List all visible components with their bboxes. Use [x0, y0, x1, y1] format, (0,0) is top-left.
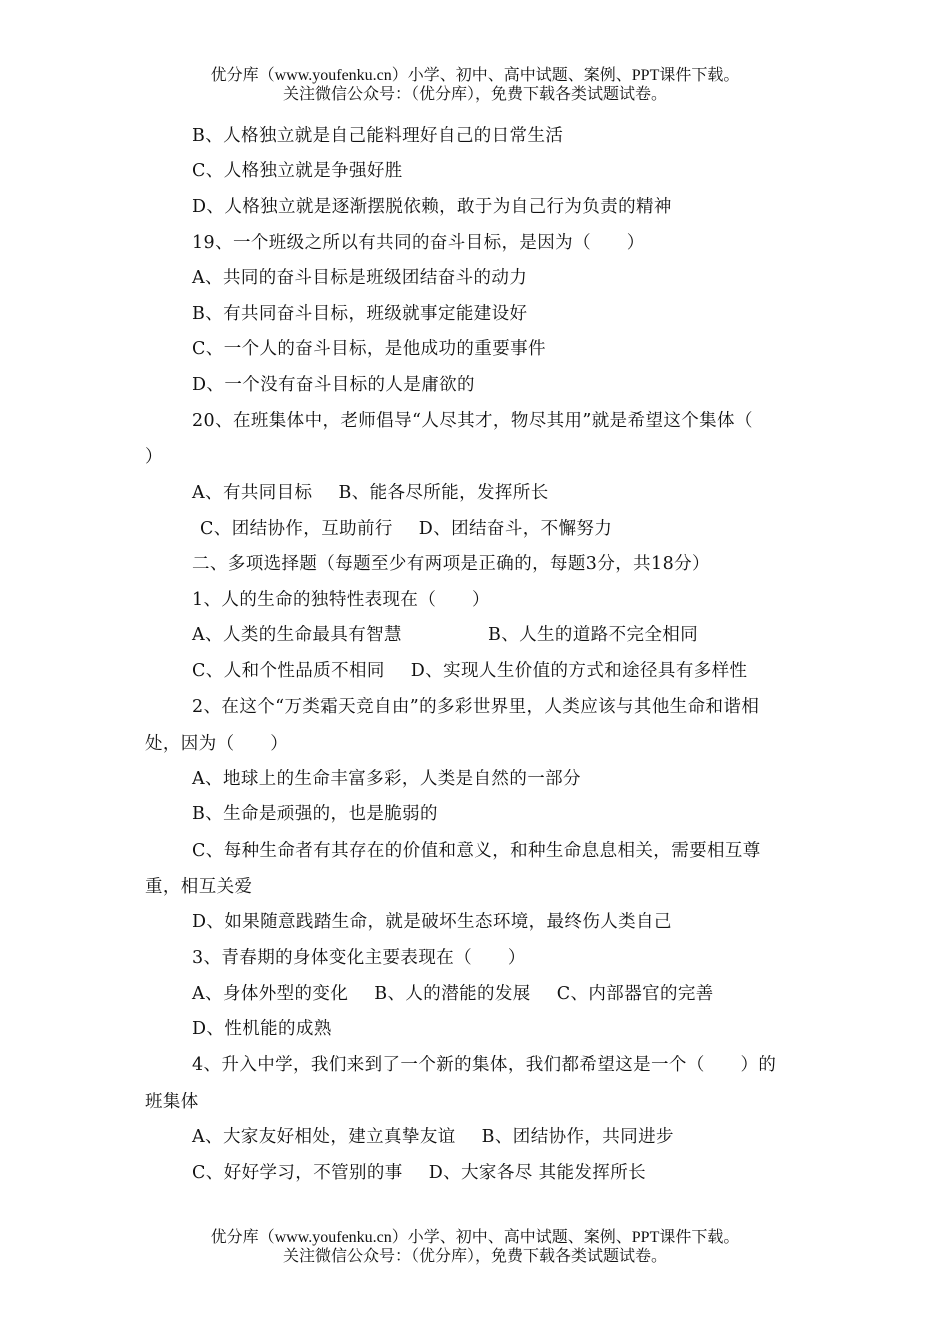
option-19d: D、一个没有奋斗目标的人是庸欲的	[192, 375, 475, 395]
options-20-ab	[192, 482, 549, 504]
multi-option-3d: D、性机能的成熟	[192, 1019, 332, 1039]
question-20-line-2: ）	[145, 447, 163, 467]
option-20a: A、有共同目标	[192, 483, 313, 503]
option-18b: B、人格独立就是自己能料理好自己的日常生活	[192, 126, 564, 146]
multi-option-4d: D、大家各尽 其能发挥所长	[428, 1163, 646, 1183]
question-20-line-1: 20、在班集体中，老师倡导“人尽其才，物尽其用”就是希望这个集体（	[192, 411, 753, 431]
multi-option-4c: C、好好学习，不管别的事	[192, 1163, 403, 1183]
multi-option-1a: A、人类的生命最具有智慧	[192, 625, 402, 645]
option-18d: D、人格独立就是逐渐摆脱依赖，敢于为自己行为负责的精神	[192, 197, 672, 217]
question-19: 19、一个班级之所以有共同的奋斗目标，是因为（ ）	[192, 233, 645, 253]
multi-options-1-ab	[192, 624, 698, 646]
multi-options-4-ab	[192, 1126, 674, 1148]
page-header	[0, 66, 950, 104]
multi-question-4-line-1: 4、升入中学，我们来到了一个新的集体，我们都希望这是一个（ ）的	[192, 1055, 777, 1075]
options-20-cd	[200, 518, 612, 540]
option-19b: B、有共同奋斗目标，班级就事定能建设好	[192, 304, 528, 324]
multi-option-2c-line-1: C、每种生命者有其存在的价值和意义，和种生命息息相关，需要相互尊	[192, 841, 761, 861]
multi-question-3: 3、青春期的身体变化主要表现在（ ）	[192, 948, 526, 968]
footer-line-1: 优分库（www.youfenku.cn）小学、初中、高中试题、案例、PPT课件下载。	[210, 1229, 740, 1246]
multi-option-1d: D、实现人生价值的方式和途径具有多样性	[410, 661, 748, 681]
multi-option-2c-line-2: 重，相互关爱	[145, 877, 253, 897]
page-footer	[0, 1228, 950, 1266]
multi-option-1c: C、人和个性品质不相同	[192, 661, 385, 681]
multi-question-1: 1、人的生命的独特性表现在（ ）	[192, 590, 490, 610]
multi-option-3b: B、人的潜能的发展	[374, 984, 531, 1004]
multi-option-2d: D、如果随意践踏生命，就是破坏生态环境，最终伤人类自己	[192, 912, 672, 932]
multi-option-4b: B、团结协作，共同进步	[481, 1127, 674, 1147]
multi-question-2-line-2: 处，因为（ ）	[145, 734, 289, 754]
option-20d: D、团结奋斗，不懈努力	[418, 519, 613, 539]
footer-line-2: 关注微信公众号：（优分库），免费下载各类试题试卷。	[282, 1248, 667, 1265]
multi-options-1-cd	[192, 660, 747, 682]
multi-option-2a: A、地球上的生命丰富多彩，人类是自然的一部分	[192, 769, 581, 789]
multi-options-4-cd	[192, 1162, 646, 1184]
option-19c: C、一个人的奋斗目标，是他成功的重要事件	[192, 339, 546, 359]
multi-question-2-line-1: 2、在这个“万类霜天竞自由”的多彩世界里，人类应该与其他生命和谐相	[192, 697, 760, 717]
section-2-title: 二、多项选择题（每题至少有两项是正确的，每题3分，共18分）	[192, 554, 710, 574]
option-19a: A、共同的奋斗目标是班级团结奋斗的动力	[192, 268, 528, 288]
header-line-1: 优分库（www.youfenku.cn）小学、初中、高中试题、案例、PPT课件下载。	[210, 67, 740, 84]
header-line-2: 关注微信公众号：（优分库），免费下载各类试题试卷。	[282, 86, 667, 103]
option-20b: B、能各尽所能，发挥所长	[338, 483, 549, 503]
multi-option-3a: A、身体外型的变化	[192, 984, 349, 1004]
multi-option-4a: A、大家友好相处，建立真挚友谊	[192, 1127, 456, 1147]
option-18c: C、人格独立就是争强好胜	[192, 161, 403, 181]
multi-option-1b: B、人生的道路不完全相同	[487, 625, 699, 645]
multi-option-2b: B、生命是顽强的，也是脆弱的	[192, 804, 438, 824]
multi-options-3-abc	[192, 983, 714, 1005]
multi-option-3c: C、内部器官的完善	[556, 984, 714, 1004]
multi-question-4-line-2: 班集体	[145, 1092, 199, 1112]
option-20c: C、团结协作，互助前行	[200, 519, 393, 539]
